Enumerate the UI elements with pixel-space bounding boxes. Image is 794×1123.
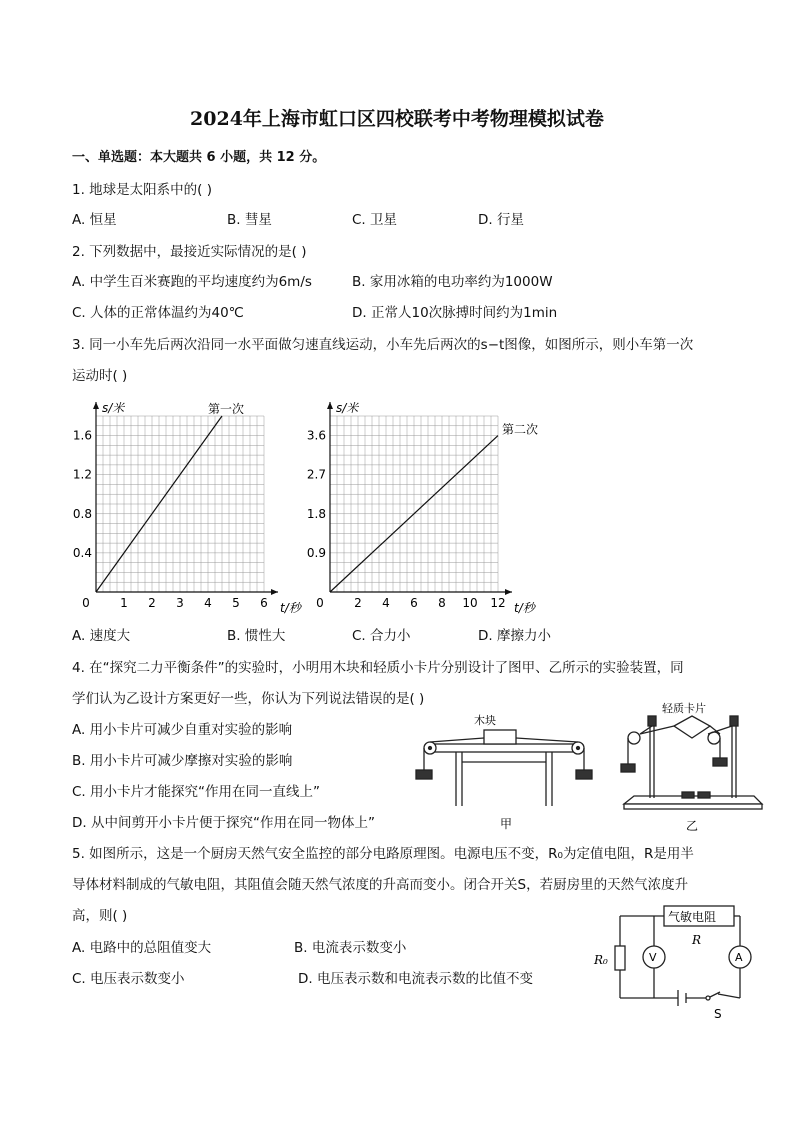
voltmeter-label: V (649, 951, 657, 964)
right-weight-yi (713, 758, 727, 766)
q4-stem-line2: 学们认为乙设计方案更好一些，你认为下列说法错误的是( ) (72, 691, 425, 707)
light-card (674, 716, 710, 738)
q2-option-b[interactable]: B. 家用冰箱的电功率约为1000W (352, 274, 553, 290)
q4-stem-line1: 4. 在“探究二力平衡条件”的实验时，小明用木块和轻质小卡片分别设计了图甲、乙所示的实验装置，同 (72, 660, 684, 676)
q5-stem-line2: 导体材料制成的气敏电阻，其阻值会随天然气浓度的升高而变小。闭合开关S，若厨房里的天然气浓度升 (72, 877, 689, 893)
figure-yi-label: 乙 (686, 819, 699, 833)
left-pulley-yi (628, 732, 640, 744)
left-weight (416, 770, 432, 779)
exam-title: 2024年上海市虹口区四校联考中考物理模拟试卷 (190, 108, 604, 130)
figure-yi (612, 700, 772, 836)
y-tick-label: 0.9 (306, 545, 326, 560)
series-label: 第一次 (208, 402, 245, 416)
x-tick-label: 0 (82, 596, 90, 610)
circuit-diagram (590, 900, 760, 1024)
r-label: R (692, 933, 702, 947)
table-top (430, 744, 578, 752)
x-axis-arrow (505, 589, 512, 595)
wood-block (484, 730, 516, 744)
q4-option-b[interactable]: B. 用小卡片可减少摩擦对实验的影响 (72, 753, 293, 769)
y-tick-label: 1.2 (72, 467, 92, 482)
q5-option-d[interactable]: D. 电压表示数和电流表示数的比值不变 (298, 971, 533, 987)
q5-option-a[interactable]: A. 电路中的总阻值变大 (72, 940, 212, 956)
section-heading: 一、单选题：本大题共 6 小题，共 12 分。 (72, 150, 326, 165)
y-axis-label: s/米 (102, 401, 125, 415)
x-tick-label: 6 (260, 596, 268, 610)
q2-option-c[interactable]: C. 人体的正常体温约为40℃ (72, 305, 244, 321)
x-tick-label: 3 (176, 596, 184, 610)
y-tick-label: 2.7 (306, 467, 326, 482)
x-tick-label: 2 (148, 596, 156, 610)
x-tick-label: 2 (354, 596, 362, 610)
q1-stem: 1. 地球是太阳系中的( ) (72, 182, 212, 198)
q3-option-a[interactable]: A. 速度大 (72, 628, 131, 644)
figure-jia-label: 甲 (500, 817, 513, 831)
q5-stem-line3: 高，则( ) (72, 908, 128, 924)
chart-second-run (307, 401, 538, 615)
y-axis-label: s/米 (336, 401, 359, 415)
x-axis-label: t/秒 (514, 601, 535, 615)
card-label: 轻质卡片 (662, 702, 706, 715)
q3-stem-line2: 运动时( ) (72, 368, 128, 384)
y-axis-arrow (93, 402, 99, 409)
x-tick-label: 12 (490, 596, 506, 610)
series-label: 第二次 (502, 422, 539, 437)
y-tick-label: 0.4 (72, 545, 92, 560)
figure-jia (412, 708, 612, 834)
x-axis-label: t/秒 (280, 601, 301, 615)
q3-stem-line1: 3. 同一小车先后两次沿同一水平面做匀速直线运动，小车先后两次的s−t图像，如图所示，则小车第一次 (72, 337, 694, 353)
q4-option-c[interactable]: C. 用小卡片才能探究“作用在同一直线上” (72, 784, 320, 800)
q1-option-a[interactable]: A. 恒星 (72, 212, 117, 228)
sensor-label: 气敏电阻 (668, 910, 717, 924)
block-label: 木块 (474, 714, 496, 727)
ammeter-label: A (735, 951, 743, 964)
q5-option-b[interactable]: B. 电流表示数变小 (294, 940, 407, 956)
right-weight (576, 770, 592, 779)
x-tick-label: 4 (382, 596, 390, 610)
x-tick-label: 4 (204, 596, 212, 610)
chart-first-run (73, 401, 303, 615)
y-tick-label: 1.8 (306, 506, 326, 521)
x-tick-label: 6 (410, 596, 418, 610)
left-weight-yi (621, 764, 635, 772)
x-tick-label: 10 (462, 596, 478, 610)
y-tick-label: 1.6 (72, 428, 92, 443)
switch-label: S (714, 1007, 722, 1021)
q2-option-a[interactable]: A. 中学生百米赛跑的平均速度约为6m/s (72, 274, 312, 290)
q4-option-a[interactable]: A. 用小卡片可减少自重对实验的影响 (72, 722, 293, 738)
q1-option-d[interactable]: D. 行星 (478, 212, 524, 228)
q3-option-c[interactable]: C. 合力小 (352, 628, 411, 644)
q3-option-b[interactable]: B. 惯性大 (227, 628, 286, 644)
x-axis-arrow (271, 589, 278, 595)
q3-option-d[interactable]: D. 摩擦力小 (478, 628, 551, 644)
q2-stem: 2. 下列数据中，最接近实际情况的是( ) (72, 244, 307, 260)
q4-option-d[interactable]: D. 从中间剪开小卡片便于探究“作用在同一物体上” (72, 815, 375, 831)
x-tick-label: 5 (232, 596, 240, 610)
y-tick-label: 0.8 (72, 506, 92, 521)
q1-option-c[interactable]: C. 卫星 (352, 212, 398, 228)
q5-option-c[interactable]: C. 电压表示数变小 (72, 971, 185, 987)
r0-label: R₀ (594, 953, 608, 967)
y-tick-label: 3.6 (306, 428, 326, 443)
x-tick-label: 1 (120, 596, 128, 610)
q2-option-d[interactable]: D. 正常人10次脉搏时间约为1min (352, 305, 558, 321)
r0-resistor (615, 946, 625, 970)
q1-option-b[interactable]: B. 彗星 (227, 212, 272, 228)
q5-stem-line1: 5. 如图所示，这是一个厨房天然气安全监控的部分电路原理图。电源电压不变，R₀为定值电阻，R是用半 (72, 846, 694, 862)
x-tick-label: 0 (316, 596, 324, 610)
y-axis-arrow (327, 402, 333, 409)
q3-charts (68, 384, 548, 620)
x-tick-label: 8 (438, 596, 446, 610)
